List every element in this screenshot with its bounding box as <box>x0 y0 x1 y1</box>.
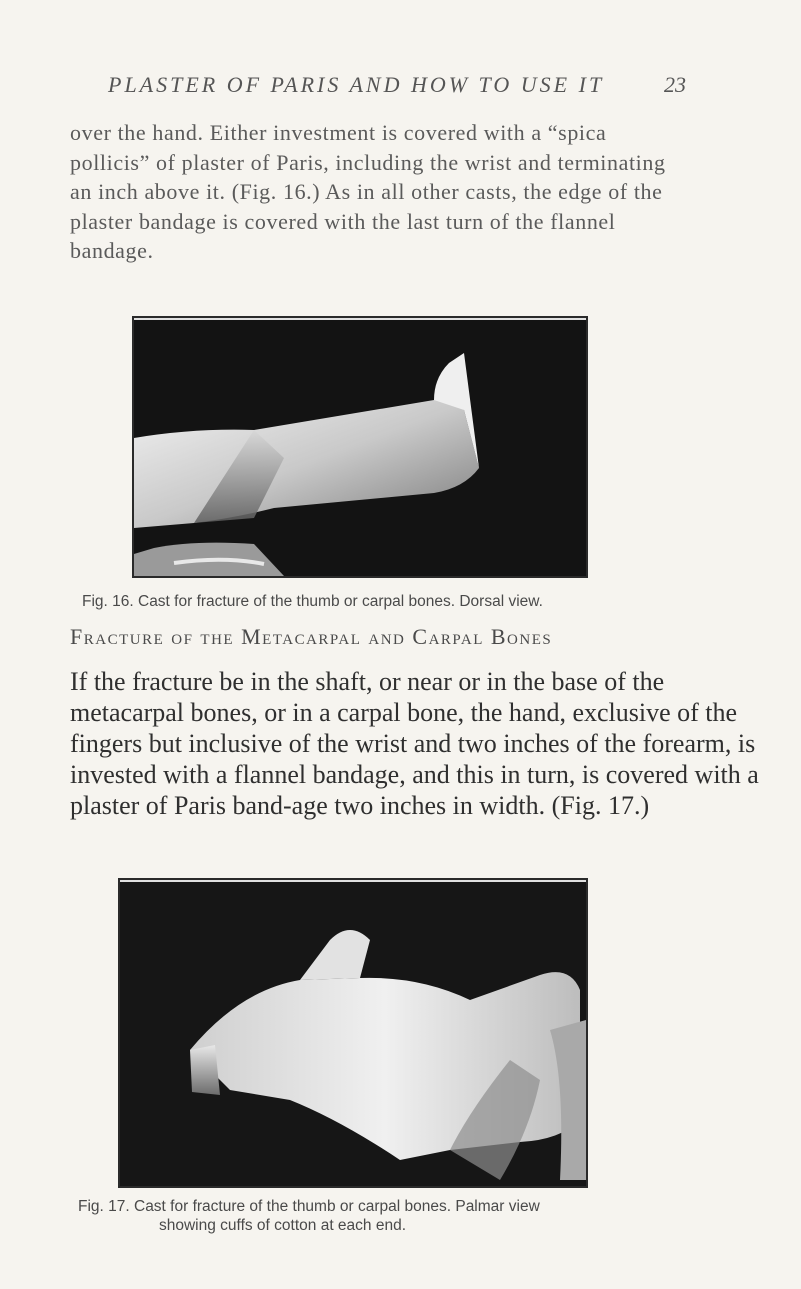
section-title: Fracture of the Metacarpal and Carpal Bones <box>70 624 553 649</box>
figure-17-caption-line-1: Fig. 17. Cast for fracture of the thumb or carpal bones. Palmar view <box>78 1198 540 1215</box>
figure-16-caption: Fig. 16. Cast for fracture of the thumb or carpal bones. Dorsal view. <box>82 593 543 610</box>
cast-palmar-view-image <box>120 880 586 1186</box>
paragraph-2: If the fracture be in the shaft, or near or in the base of the metacarpal bones, or in a carpal bone, the hand, exclusive of the fingers but inclusive of the wrist and two inches of the forearm, is invested with a flannel bandage, and this in turn, is covered with a plaster of Paris band-age two inches in width. (Fig. 17.) <box>70 667 759 820</box>
figure-17-caption <box>78 1197 768 1235</box>
figure-17-caption-line-2: showing cuffs of cotton at each end. <box>159 1217 407 1234</box>
cast-dorsal-view-image <box>134 318 586 576</box>
running-head: PLASTER OF PARIS AND HOW TO USE IT <box>108 72 605 97</box>
paragraph-1: over the hand. Either investment is covered with a “spica pollicis” of plaster of Paris, including the wrist and terminating an inch above it. (Fig. 16.) As in all other casts, the edge of the plaster bandage is covered with the last turn of the flannel bandage. <box>70 120 666 263</box>
figure-17-photo <box>118 878 588 1188</box>
figure-16-photo <box>132 316 588 578</box>
page-number: 23 <box>664 72 686 97</box>
